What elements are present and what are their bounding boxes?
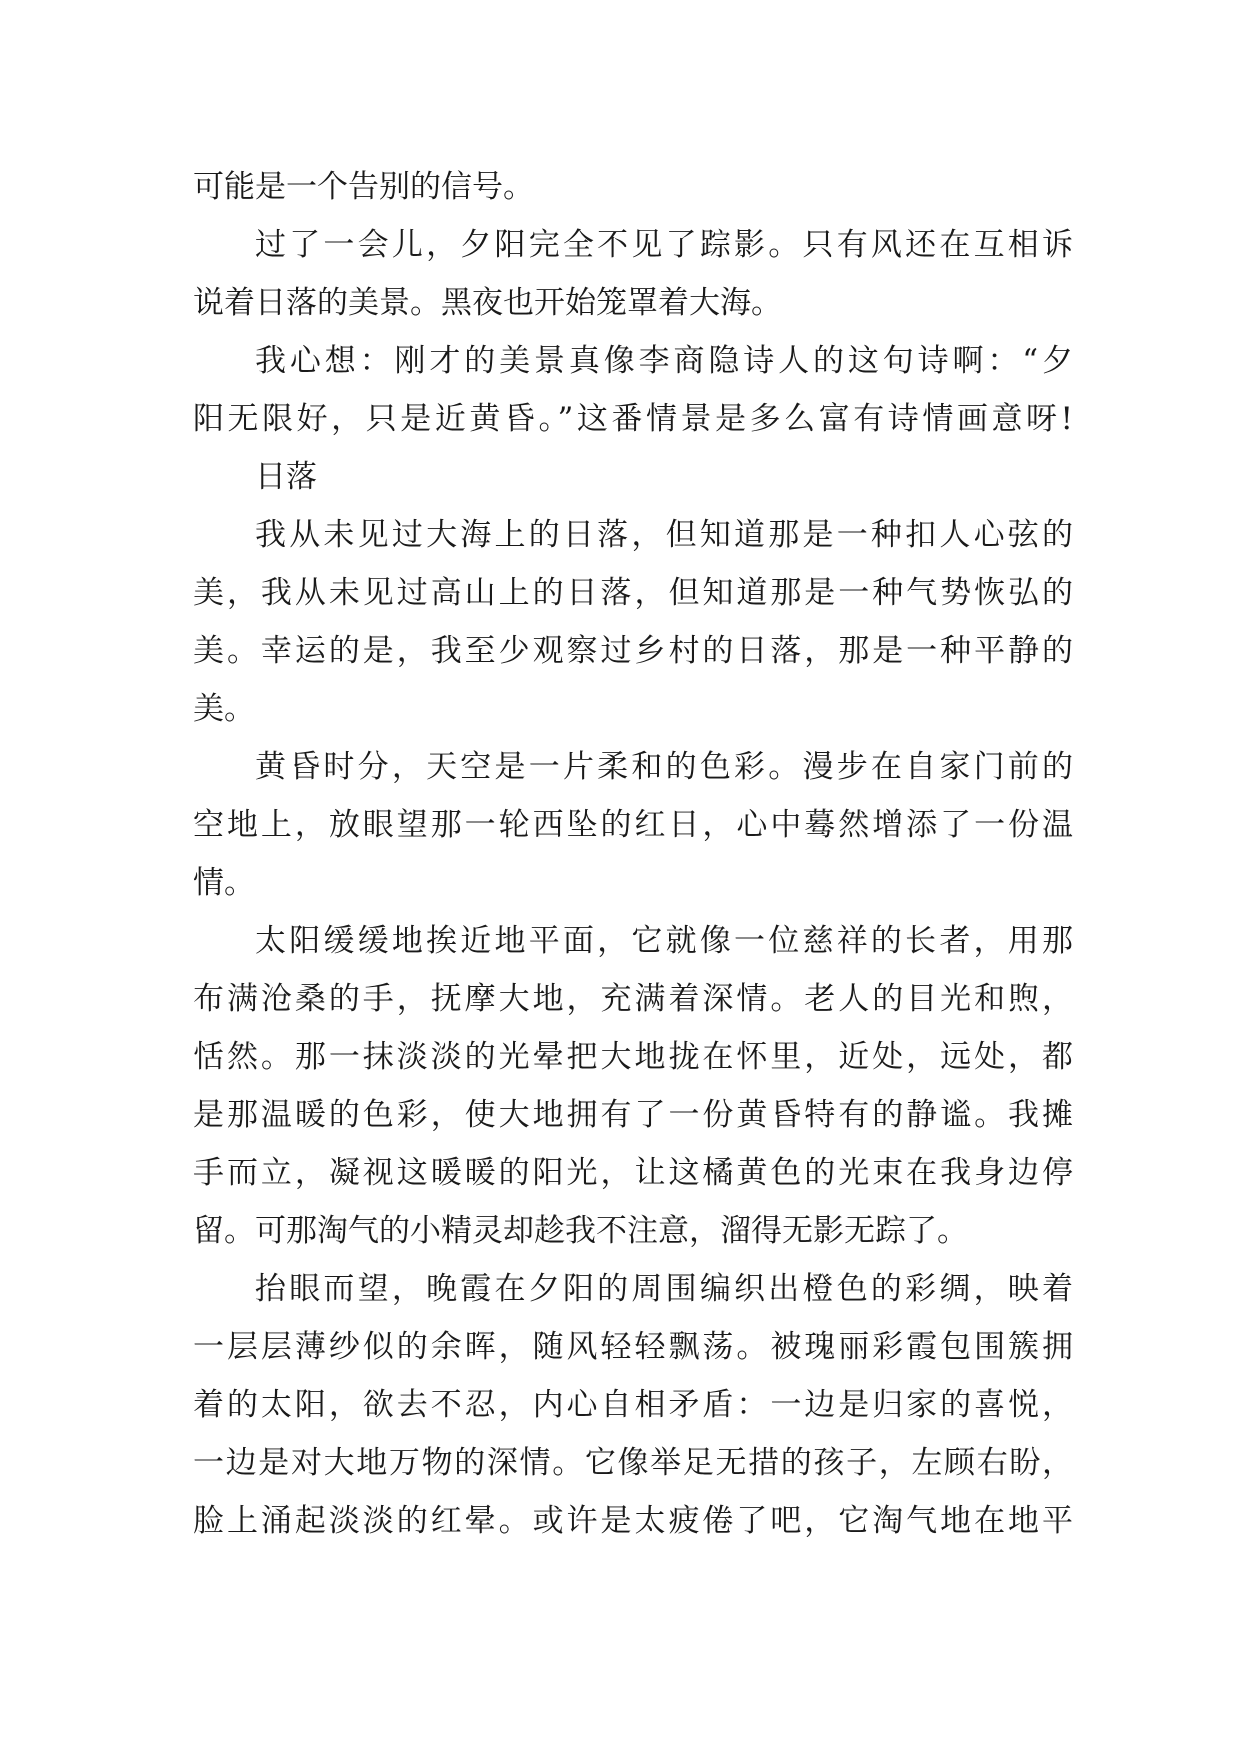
text-line: 是那温暖的色彩，使大地拥有了一份黄昏特有的静谧。我摊 [193,1097,1073,1133]
text-line: 可能是一个告别的信号。 [193,169,534,205]
text-line: 着的太阳，欲去不忍，内心自相矛盾：一边是归家的喜悦， [193,1387,1073,1423]
text-line: 美。幸运的是，我至少观察过乡村的日落，那是一种平静的 [193,633,1073,669]
text-line: 我心想：刚才的美景真像李商隐诗人的这句诗啊：“夕 [255,343,1073,379]
text-line: 说着日落的美景。黑夜也开始笼罩着大海。 [193,285,782,321]
text-line: 我从未见过大海上的日落，但知道那是一种扣人心弦的 [255,517,1073,553]
body-text [193,158,1073,1550]
text-line: 布满沧桑的手，抚摩大地，充满着深情。老人的目光和煦， [193,981,1073,1017]
text-line: 脸上涌起淡淡的红晕。或许是太疲倦了吧，它淘气地在地平 [193,1503,1073,1539]
text-line: 空地上，放眼望那一轮西坠的红日，心中蓦然增添了一份温 [193,807,1073,843]
text-line: 留。可那淘气的小精灵却趁我不注意，溜得无影无踪了。 [193,1213,968,1249]
text-line: 过了一会儿，夕阳完全不见了踪影。只有风还在互相诉 [255,227,1073,263]
text-line: 太阳缓缓地挨近地平面，它就像一位慈祥的长者，用那 [255,923,1073,959]
text-line: 抬眼而望，晚霞在夕阳的周围编织出橙色的彩绸，映着 [255,1271,1073,1307]
text-line: 一边是对大地万物的深情。它像举足无措的孩子，左顾右盼， [193,1445,1073,1481]
text-line: 美，我从未见过高山上的日落，但知道那是一种气势恢弘的 [193,575,1073,611]
section-heading: 日落 [255,459,317,495]
text-line: 阳无限好，只是近黄昏。”这番情景是多么富有诗情画意呀! [193,401,1073,437]
text-line: 美。 [193,691,255,727]
text-line: 手而立，凝视这暖暖的阳光，让这橘黄色的光束在我身边停 [193,1155,1073,1191]
text-line: 一层层薄纱似的余晖，随风轻轻飘荡。被瑰丽彩霞包围簇拥 [193,1329,1073,1365]
text-line: 恬然。那一抹淡淡的光晕把大地拢在怀里，近处，远处，都 [193,1039,1073,1075]
text-line: 黄昏时分，天空是一片柔和的色彩。漫步在自家门前的 [255,749,1073,785]
text-line: 情。 [193,865,255,901]
